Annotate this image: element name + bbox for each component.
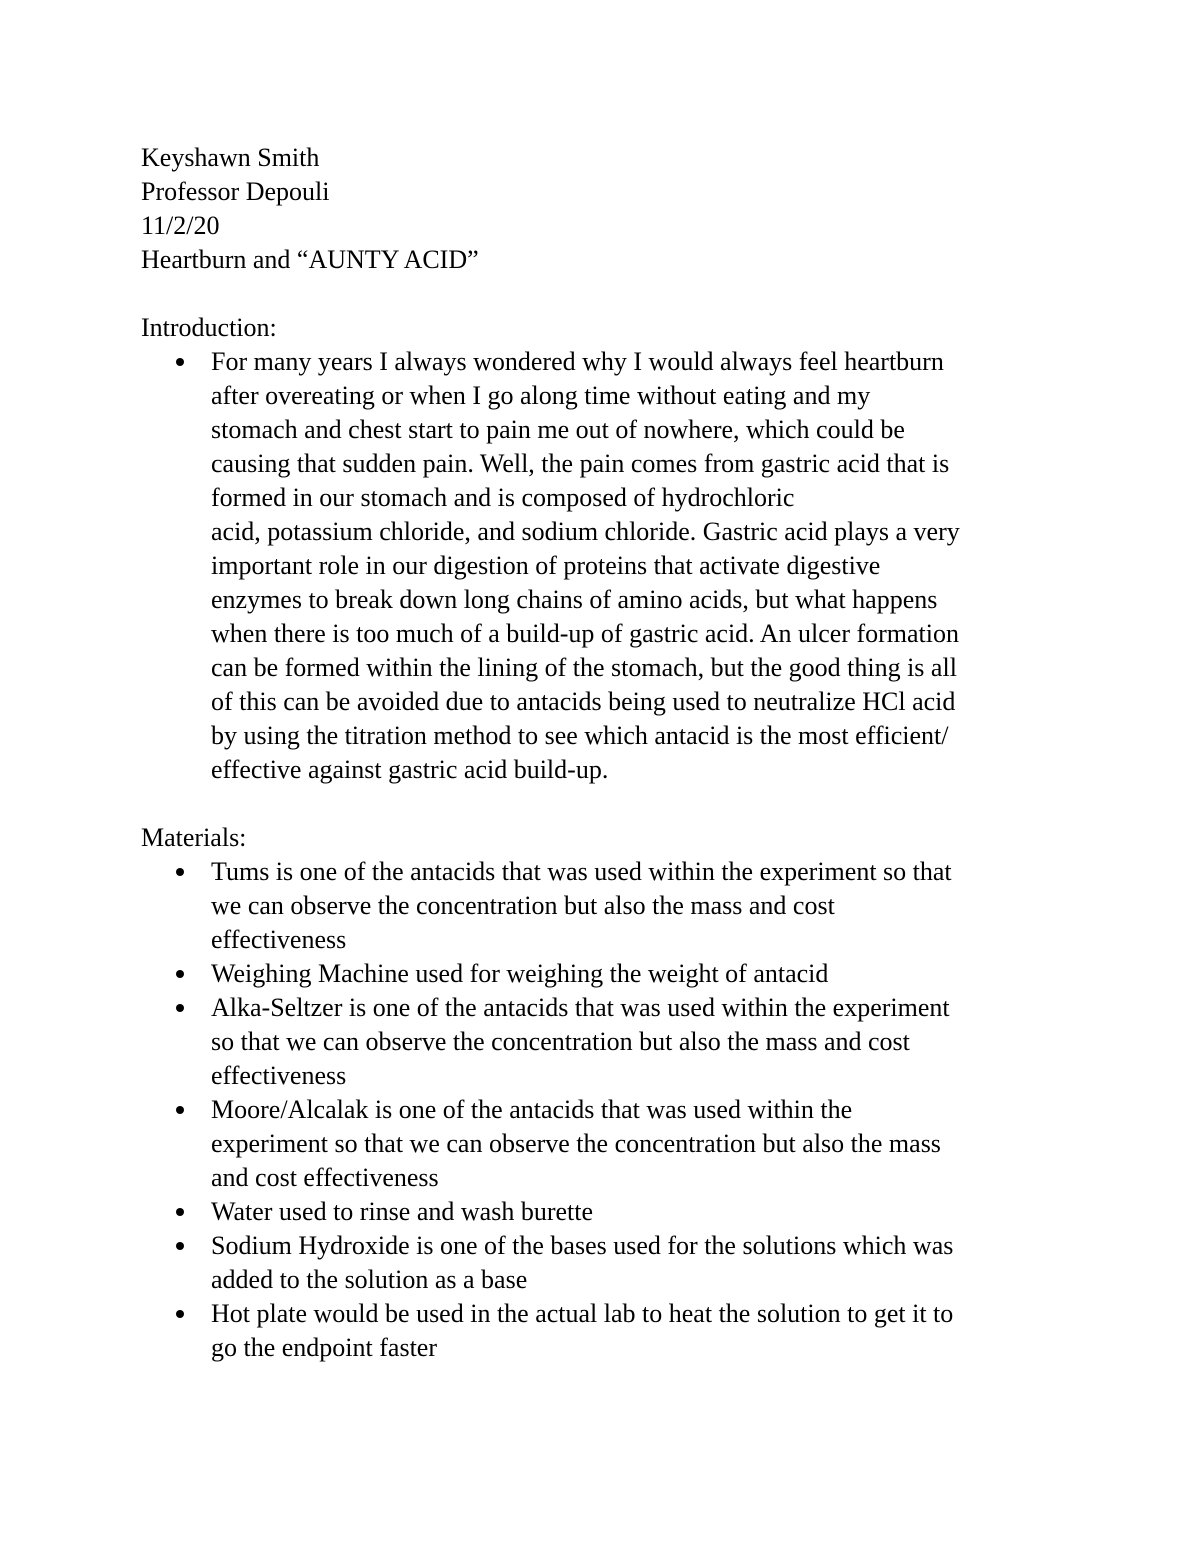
text-line: important role in our digestion of proteins that activate digestive — [211, 551, 881, 580]
text-line: of this can be avoided due to antacids being used to neutralize HCl acid — [211, 687, 956, 716]
materials-heading: Materials: — [141, 823, 247, 852]
list-item — [211, 1229, 1061, 1297]
introduction-list — [141, 345, 1061, 787]
materials-section — [141, 821, 1061, 1365]
text-line: effectiveness — [211, 925, 347, 954]
text-line: by using the titration method to see which antacid is the most efficient/ — [211, 721, 949, 750]
text-line: Sodium Hydroxide is one of the bases used for the solutions which was — [211, 1231, 954, 1260]
list-item — [211, 991, 1061, 1093]
bullet-icon — [173, 991, 187, 1025]
document-header — [141, 141, 1061, 277]
text-line: when there is too much of a build-up of gastric acid. An ulcer formation — [211, 619, 960, 648]
list-item — [211, 1195, 1061, 1229]
bullet-icon — [173, 1195, 187, 1229]
document-title: Heartburn and “AUNTY ACID” — [141, 245, 479, 274]
text-line: experiment so that we can observe the concentration but also the mass — [211, 1129, 941, 1158]
text-line: can be formed within the lining of the stomach, but the good thing is all — [211, 653, 957, 682]
text-line: and cost effectiveness — [211, 1163, 439, 1192]
text-line: Alka-Seltzer is one of the antacids that was used within the experiment — [211, 993, 950, 1022]
bullet-icon — [173, 345, 187, 379]
text-line: Moore/Alcalak is one of the antacids that was used within the — [211, 1095, 853, 1124]
bullet-icon — [173, 1297, 187, 1331]
bullet-icon — [173, 1093, 187, 1127]
professor-name: Professor Depouli — [141, 177, 330, 206]
list-item — [211, 855, 1061, 957]
text-line: causing that sudden pain. Well, the pain comes from gastric acid that is — [211, 449, 950, 478]
list-item — [211, 1093, 1061, 1195]
document-page — [141, 141, 1061, 1365]
text-line: we can observe the concentration but also the mass and cost — [211, 891, 835, 920]
text-line: effective against gastric acid build-up. — [211, 755, 609, 784]
author-name: Keyshawn Smith — [141, 143, 320, 172]
text-line: go the endpoint faster — [211, 1333, 437, 1362]
list-item — [211, 1297, 1061, 1365]
list-item — [211, 345, 1061, 787]
bullet-icon — [173, 855, 187, 889]
text-line: For many years I always wondered why I would always feel heartburn — [211, 347, 944, 376]
text-line: acid, potassium chloride, and sodium chloride. Gastric acid plays a very — [211, 517, 960, 546]
text-line: effectiveness — [211, 1061, 347, 1090]
text-line: Water used to rinse and wash burette — [211, 1197, 594, 1226]
introduction-section — [141, 311, 1061, 787]
text-line: formed in our stomach and is composed of hydrochloric — [211, 483, 795, 512]
document-date: 11/2/20 — [141, 211, 220, 240]
text-line: Hot plate would be used in the actual lab to heat the solution to get it to — [211, 1299, 954, 1328]
materials-list — [141, 855, 1061, 1365]
text-line: added to the solution as a base — [211, 1265, 528, 1294]
bullet-icon — [173, 1229, 187, 1263]
text-line: so that we can observe the concentration but also the mass and cost — [211, 1027, 910, 1056]
text-line: stomach and chest start to pain me out of nowhere, which could be — [211, 415, 905, 444]
list-item — [211, 957, 1061, 991]
introduction-heading: Introduction: — [141, 313, 277, 342]
text-line: Weighing Machine used for weighing the weight of antacid — [211, 959, 829, 988]
text-line: Tums is one of the antacids that was used within the experiment so that — [211, 857, 952, 886]
text-line: enzymes to break down long chains of amino acids, but what happens — [211, 585, 938, 614]
bullet-icon — [173, 957, 187, 991]
text-line: after overeating or when I go along time without eating and my — [211, 381, 871, 410]
